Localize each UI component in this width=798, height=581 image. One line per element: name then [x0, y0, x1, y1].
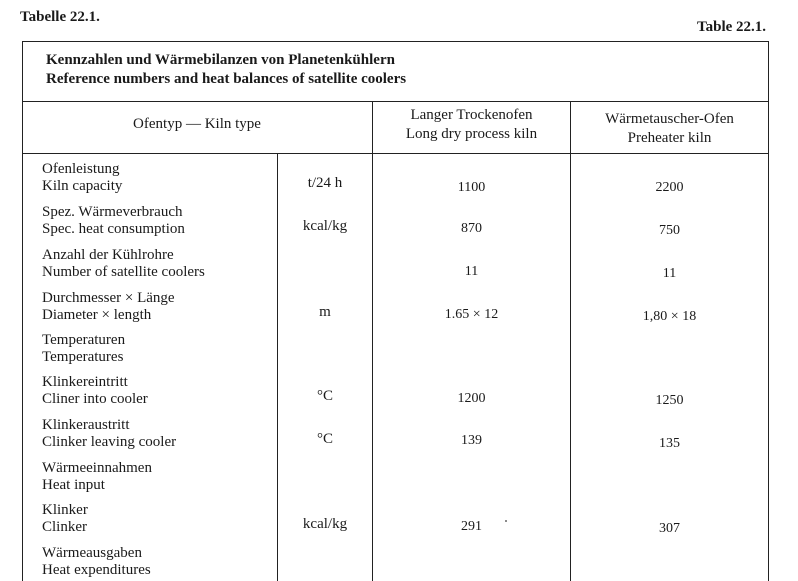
row-value-long-dry: 1.65 × 12 [444, 307, 499, 322]
row-name [42, 204, 185, 238]
row-name-german: Wärmeeinnahmen [42, 460, 152, 476]
row-unit: m [319, 304, 331, 320]
row-value-long-dry: 291 [461, 519, 482, 534]
row-name-english: Kiln capacity [42, 178, 123, 194]
header-preheater-kiln [571, 110, 768, 148]
row-name-english: Clinker leaving cooler [42, 434, 177, 450]
table-title [46, 51, 406, 89]
scan-speck [505, 520, 507, 522]
row-name [42, 502, 88, 536]
row-value-long-dry: 870 [461, 221, 482, 236]
row-value-preheater: 750 [659, 223, 680, 238]
header-long-dry-kiln-english: Long dry process kiln [405, 126, 538, 142]
row-unit: °C [316, 388, 333, 404]
row-value-preheater: 11 [662, 266, 677, 281]
row-name-german: Temperaturen [42, 332, 126, 348]
header-long-dry-kiln-german: Langer Trockenofen [410, 107, 533, 123]
row-name-german: Wärmeausgaben [42, 545, 142, 561]
row-name-english: Number of satellite coolers [42, 264, 205, 280]
row-name-english: Diameter × length [42, 307, 152, 323]
row-value-long-dry: 11 [464, 264, 479, 279]
table-title-english: Reference numbers and heat balances of satellite coolers [46, 71, 407, 87]
row-name-german: Ofenleistung [42, 161, 120, 177]
row-name [42, 161, 122, 195]
row-value-preheater: 1,80 × 18 [642, 309, 697, 324]
row-unit: kcal/kg [302, 516, 348, 532]
row-name-german: Klinker [42, 502, 88, 518]
row-name [42, 417, 176, 451]
table-label-english: Table 22.1. [697, 19, 767, 35]
table-label-german: Tabelle 22.1. [20, 9, 100, 25]
row-name-english: Clinker [42, 519, 87, 535]
row-name [42, 290, 175, 324]
header-long-dry-kiln [373, 106, 570, 144]
row-value-preheater: 307 [659, 521, 680, 536]
row-unit: °C [316, 431, 333, 447]
header-preheater-kiln-german: Wärmetauscher-Ofen [605, 111, 734, 127]
row-value-preheater: 1250 [655, 393, 684, 408]
row-name-english: Heat input [42, 477, 105, 493]
row-name-english: Cliner into cooler [42, 391, 148, 407]
header-preheater-kiln-english: Preheater kiln [627, 130, 712, 146]
row-unit: t/24 h [307, 175, 343, 191]
row-name-german: Spez. Wärmeverbrauch [42, 204, 183, 220]
row-value-preheater: 2200 [655, 180, 684, 195]
row-name-german: Anzahl der Kühlrohre [42, 247, 174, 263]
row-name-english: Temperatures [42, 349, 124, 365]
row-name [42, 374, 148, 408]
row-value-long-dry: 1100 [457, 180, 486, 195]
row-unit: kcal/kg [302, 218, 348, 234]
row-name [42, 332, 125, 366]
row-name-german: Durchmesser × Länge [42, 290, 175, 306]
row-name-english: Spec. heat consumption [42, 221, 185, 237]
row-name-english: Heat expenditures [42, 562, 151, 578]
row-value-long-dry: 1200 [457, 391, 486, 406]
row-name-german: Klinkeraustritt [42, 417, 130, 433]
row-name [42, 247, 205, 281]
row-name [42, 460, 152, 494]
row-name-german: Klinkereintritt [42, 374, 128, 390]
row-value-long-dry: 139 [461, 433, 482, 448]
header-kiln-type: Ofentyp — Kiln type [133, 116, 261, 132]
row-name [42, 545, 151, 579]
table-title-german: Kennzahlen und Wärmebilanzen von Planetenkühlern [46, 52, 395, 68]
row-value-preheater: 135 [659, 436, 680, 451]
